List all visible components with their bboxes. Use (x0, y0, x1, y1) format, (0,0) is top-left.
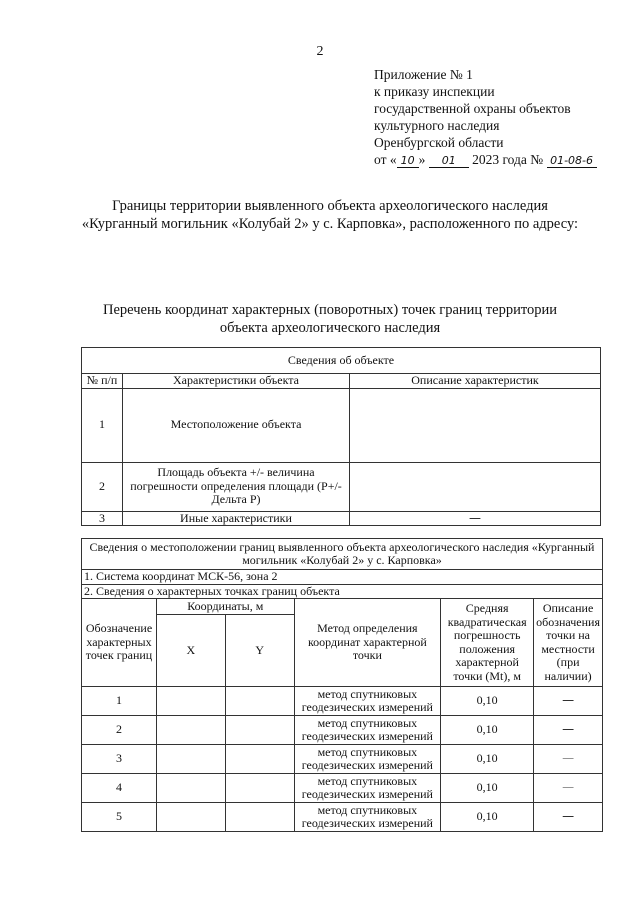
point-marking: — (534, 716, 603, 745)
row-num: 3 (82, 511, 123, 526)
point-x (156, 803, 225, 832)
point-method: метод спутниковых геодезических измерений (294, 774, 441, 803)
table-row (82, 716, 603, 745)
document-subtitle: Перечень координат характерных (поворотных) точек границ территории объекта археологического наследия (102, 302, 558, 336)
handwritten-month: 01 (429, 154, 469, 168)
point-error: 0,10 (441, 745, 534, 774)
point-error: 0,10 (441, 774, 534, 803)
appendix-line: государственной охраны объектов (374, 101, 571, 116)
row-num: 2 (82, 462, 123, 511)
header-x: X (156, 615, 225, 687)
point-id: 1 (82, 687, 157, 716)
page-number: 2 (316, 44, 324, 59)
point-id: 4 (82, 774, 157, 803)
point-error: 0,10 (441, 716, 534, 745)
table-row (82, 462, 601, 511)
point-y (225, 774, 294, 803)
point-method: метод спутниковых геодезических измерений (294, 745, 441, 774)
appendix-line: культурного наследия (374, 118, 500, 133)
point-error: 0,10 (441, 687, 534, 716)
point-x (156, 745, 225, 774)
point-error: 0,10 (441, 803, 534, 832)
point-y (225, 803, 294, 832)
table-row (82, 687, 603, 716)
object-table-caption: Сведения об объекте (82, 348, 601, 374)
document-title: Границы территории выявленного объекта археологического наследия «Курганный могильник «Колубай 2» у с. Карповка», расположенного по адресу: (81, 198, 579, 232)
row-characteristic: Местоположение объекта (123, 388, 350, 462)
point-marking: — (534, 745, 603, 774)
order-date-line (374, 151, 634, 168)
point-marking: — (534, 687, 603, 716)
point-id: 2 (82, 716, 157, 745)
appendix-line: Оренбургской области (374, 135, 504, 150)
row-description (350, 462, 601, 511)
table-row (82, 745, 603, 774)
boundary-table (81, 538, 603, 832)
point-id: 3 (82, 745, 157, 774)
row-num: 1 (82, 388, 123, 462)
handwritten-day: 10 (397, 154, 419, 168)
header-coordinates: Координаты, м (156, 599, 294, 615)
header-y: Y (225, 615, 294, 687)
point-marking: — (534, 774, 603, 803)
point-y (225, 745, 294, 774)
point-x (156, 687, 225, 716)
table-row (82, 803, 603, 832)
point-y (225, 687, 294, 716)
row-description: — (350, 511, 601, 526)
header-marking: Описание обозначения точки на местности (при наличии) (534, 599, 603, 687)
point-marking: — (534, 803, 603, 832)
header-method: Метод определения координат характерной точки (294, 599, 441, 687)
row-characteristic: Иные характеристики (123, 511, 350, 526)
coordinate-system: 1. Система координат МСК-56, зона 2 (82, 570, 603, 585)
boundary-table-caption: Сведения о местоположении границ выявленного объекта археологического наследия «Курганный могильник «Колубай 2» у с. Карповка» (82, 539, 603, 570)
point-method: метод спутниковых геодезических измерений (294, 803, 441, 832)
table-row (82, 511, 601, 526)
point-id: 5 (82, 803, 157, 832)
header-num: № п/п (82, 374, 123, 389)
appendix-line: Приложение № 1 (374, 67, 473, 82)
object-info-table (81, 347, 601, 526)
row-characteristic: Площадь объекта +/- величина погрешности определения площади (P+/- Дельта P) (123, 462, 350, 511)
points-section-title: 2. Сведения о характерных точках границ объекта (82, 584, 603, 599)
header-designation: Обозначение характерных точек границ (82, 599, 157, 687)
point-method: метод спутниковых геодезических измерений (294, 716, 441, 745)
appendix-line: к приказу инспекции (374, 84, 495, 99)
header-characteristic: Характеристики объекта (123, 374, 350, 389)
header-description: Описание характеристик (350, 374, 601, 389)
handwritten-order-number: 01-08-6 (547, 154, 597, 168)
appendix-header (374, 66, 634, 168)
point-x (156, 716, 225, 745)
point-y (225, 716, 294, 745)
date-prefix: от « (374, 152, 397, 167)
table-row (82, 388, 601, 462)
point-x (156, 774, 225, 803)
row-description (350, 388, 601, 462)
header-error: Средняя квадратическая погрешность положения характерной точки (Mt), м (441, 599, 534, 687)
date-year: 2023 года № (472, 152, 544, 167)
date-mid: » (418, 152, 426, 167)
table-row (82, 774, 603, 803)
point-method: метод спутниковых геодезических измерений (294, 687, 441, 716)
